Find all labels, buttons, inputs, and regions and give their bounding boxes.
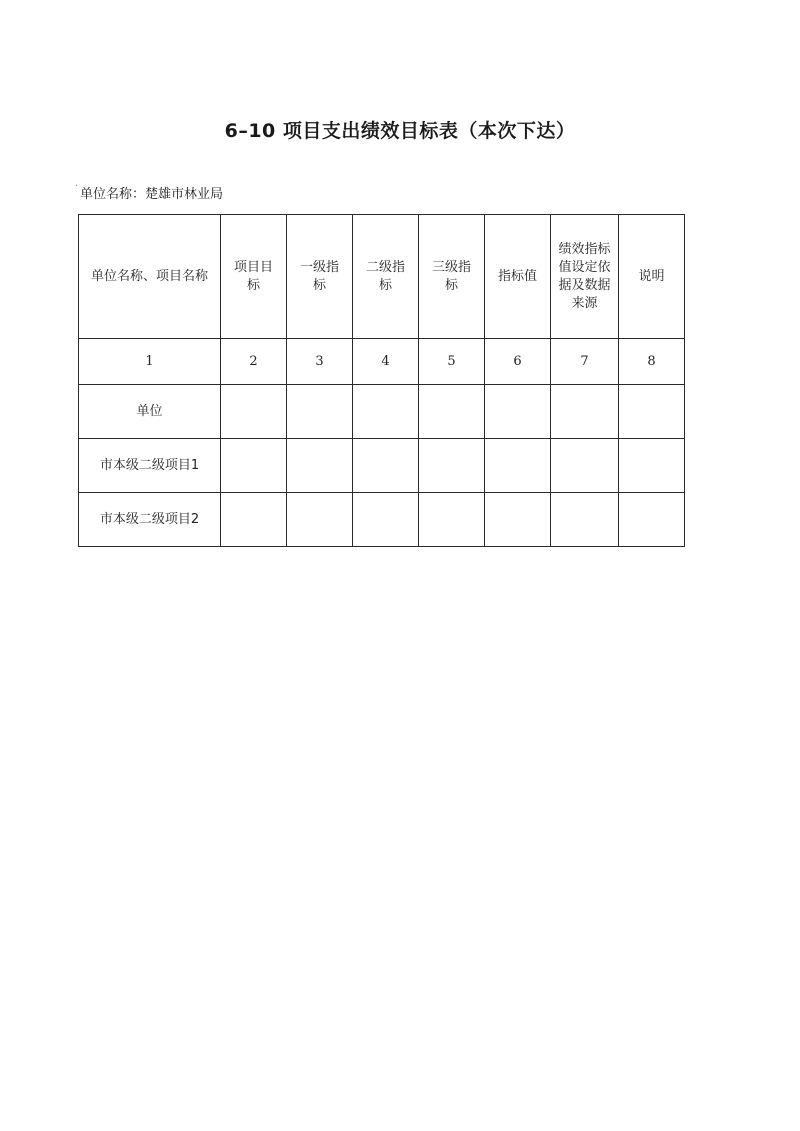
header-level3-indicator: 三级指标 [419,215,485,339]
empty-cell [551,439,619,493]
unit-name-label: 单位名称：楚雄市林业局 [80,187,224,202]
column-number: 3 [287,339,353,385]
empty-cell [221,493,287,547]
empty-cell [485,385,551,439]
row-name: 市本级二级项目2 [79,493,221,547]
column-number: 6 [485,339,551,385]
column-number: 5 [419,339,485,385]
empty-cell [419,439,485,493]
table-row [79,385,685,439]
empty-cell [287,385,353,439]
header-remarks: 说明 [619,215,685,339]
column-number: 1 [79,339,221,385]
empty-cell [221,439,287,493]
empty-cell [287,493,353,547]
empty-cell [619,385,685,439]
header-indicator-value: 指标值 [485,215,551,339]
empty-cell [551,385,619,439]
empty-cell [353,439,419,493]
table-row [79,493,685,547]
row-name: 单位 [79,385,221,439]
header-unit-project-name: 单位名称、项目名称 [79,215,221,339]
empty-cell [485,493,551,547]
column-number: 8 [619,339,685,385]
empty-cell [419,493,485,547]
column-number: 4 [353,339,419,385]
empty-cell [353,385,419,439]
empty-cell [221,385,287,439]
column-number-row [79,339,685,385]
empty-cell [551,493,619,547]
empty-cell [287,439,353,493]
performance-target-table [78,214,685,547]
unit-name-line [75,181,224,202]
scan-mark: · [75,181,79,192]
table-row [79,439,685,493]
column-number: 7 [551,339,619,385]
empty-cell [485,439,551,493]
empty-cell [619,493,685,547]
empty-cell [619,439,685,493]
header-level1-indicator: 一级指标 [287,215,353,339]
empty-cell [353,493,419,547]
document-title: 6–10 项目支出绩效目标表（本次下达） [224,120,576,142]
header-project-target: 项目目标 [221,215,287,339]
row-name: 市本级二级项目1 [79,439,221,493]
empty-cell [419,385,485,439]
header-level2-indicator: 二级指标 [353,215,419,339]
header-row [79,215,685,339]
column-number: 2 [221,339,287,385]
header-basis-source: 绩效指标值设定依据及数据来源 [551,215,619,339]
